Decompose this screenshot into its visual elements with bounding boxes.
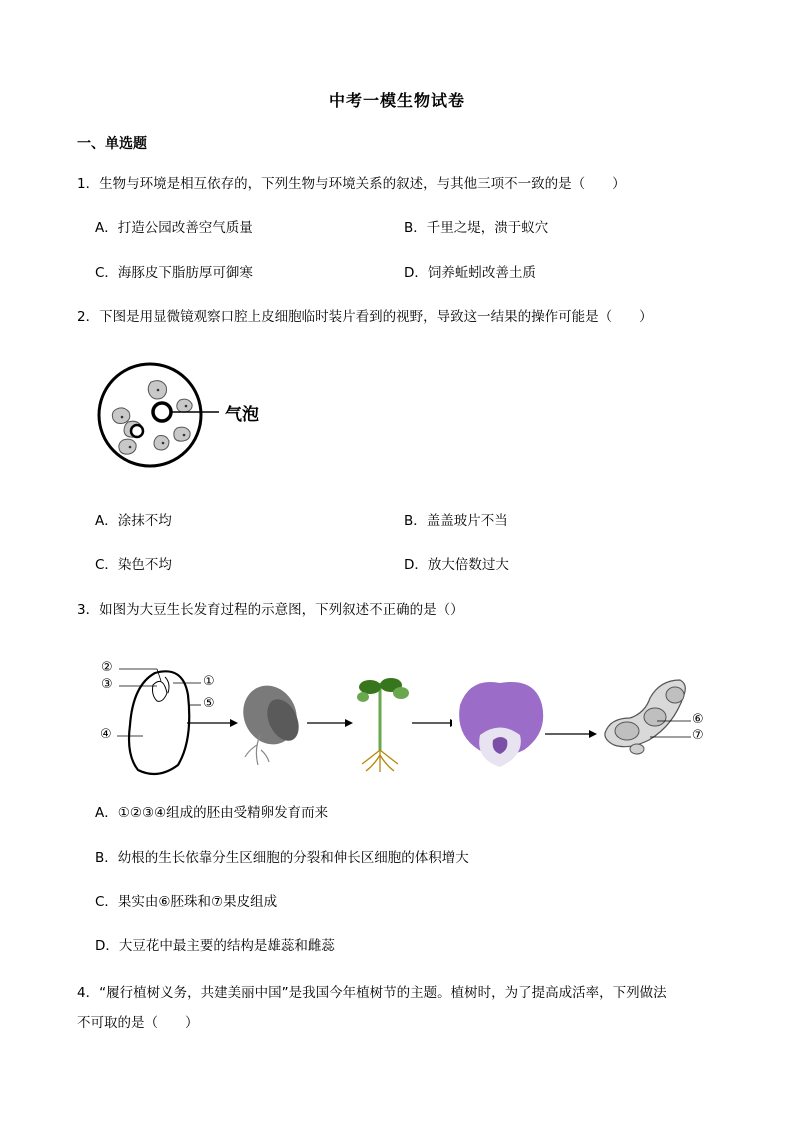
question-1-option-a: A．打造公园改善空气质量 [95, 220, 253, 236]
question-3-option-a: A．①②③④组成的胚由受精卵发育而来 [95, 805, 329, 821]
soybean-development-figure [95, 655, 725, 780]
question-3-option-c: C．果实由⑥胚珠和⑦果皮组成 [95, 894, 278, 910]
label-2: ② [101, 660, 113, 675]
soybean-pod [605, 680, 691, 754]
question-1-option-c: C．海豚皮下脂肪厚可御寒 [95, 265, 253, 281]
question-2-option-c: C．染色不均 [95, 557, 172, 573]
label-6: ⑥ [692, 712, 704, 727]
question-3-option-d: D．大豆花中最主要的结构是雄蕊和雌蕊 [95, 938, 335, 954]
soybean-flower [452, 682, 544, 771]
microscope-field-figure [95, 360, 285, 470]
label-3: ③ [101, 677, 113, 692]
question-4-stem-line-1: 4．“履行植树义务，共建美丽中国”是我国今年植树节的主题。植树时，为了提高成活率，下列做法 [77, 985, 667, 1001]
germinating-seed [234, 677, 306, 765]
question-2-option-d: D．放大倍数过大 [404, 557, 509, 573]
label-7: ⑦ [692, 728, 704, 743]
question-1-option-b: B．千里之堤，溃于蚁穴 [404, 220, 549, 236]
question-3-stem: 3．如图为大豆生长发育过程的示意图，下列叙述不正确的是（） [77, 602, 464, 618]
question-2-stem: 2．下图是用显微镜观察口腔上皮细胞临时装片看到的视野，导致这一结果的操作可能是（ ） [77, 309, 653, 325]
question-2-option-a: A．涂抹不均 [95, 513, 172, 529]
question-2-option-b: B．盖盖玻片不当 [404, 513, 508, 529]
seedling [357, 678, 409, 772]
label-5: ⑤ [203, 696, 215, 711]
bubble-label: 气泡 [225, 405, 259, 425]
label-4: ④ [100, 727, 112, 742]
section-heading: 一、单选题 [77, 136, 147, 152]
question-1-stem: 1．生物与环境是相互依存的，下列生物与环境关系的叙述，与其他三项不一致的是（ ） [77, 176, 626, 192]
label-1: ① [203, 674, 215, 689]
page-title: 中考一模生物试卷 [328, 91, 465, 110]
question-4-stem-line-2: 不可取的是（ ） [77, 1015, 199, 1031]
question-1-option-d: D．饲养蚯蚓改善土质 [404, 265, 536, 281]
question-3-option-b: B．幼根的生长依靠分生区细胞的分裂和伸长区细胞的体积增大 [95, 850, 469, 866]
